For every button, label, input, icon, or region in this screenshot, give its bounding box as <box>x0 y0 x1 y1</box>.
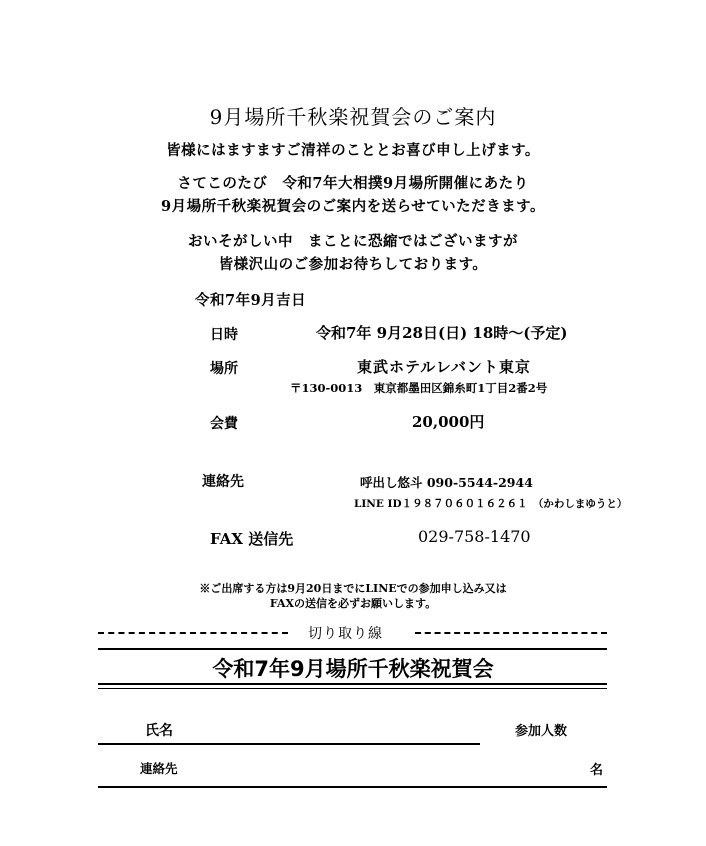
address-text: 〒130-0013 東京都墨田区錦糸町1丁目2番2号 <box>290 381 548 395</box>
place-value: 東武ホテルレバント東京 <box>357 358 531 376</box>
cutline-dashes-right <box>415 632 607 634</box>
form-top-rule <box>98 648 607 650</box>
contact-value: 呼出し悠斗 090-5544-2944 <box>360 475 533 490</box>
form-title-rule-1 <box>98 683 607 685</box>
fee-label: 会費 <box>210 416 238 432</box>
note-line-2: FAXの送信を必ずお願いします。 <box>269 597 437 610</box>
intro-line-2: 9月場所千秋楽祝賀会のご案内を送らせていただきます。 <box>161 198 545 215</box>
line-id-text: LINE ID１９８７０６０１６２６１ （かわしまゆうと） <box>354 498 628 510</box>
contact-label: 連絡先 <box>202 474 244 490</box>
greeting-text: 皆様にはますますご清祥のこととお喜び申し上げます。 <box>166 142 540 159</box>
contact-entry-label: 連絡先 <box>140 761 178 776</box>
name-entry-line[interactable] <box>98 743 480 745</box>
cutline-dashes-left <box>98 632 288 634</box>
closing-line-1: おいそがしい中 まことに恐縮ではございますが <box>188 233 518 250</box>
datetime-label: 日時 <box>210 327 238 343</box>
fee-value: 20,000円 <box>412 413 485 431</box>
name-label: 氏名 <box>145 723 173 739</box>
place-label: 場所 <box>210 361 238 377</box>
contact-entry-line[interactable] <box>98 786 607 788</box>
fax-value: 029-758-1470 <box>418 527 531 546</box>
attendees-label: 参加人数 <box>515 724 568 739</box>
closing-line-2: 皆様沢山のご参加お待ちしております。 <box>218 256 488 273</box>
fax-label: FAX 送信先 <box>210 530 294 548</box>
datetime-value: 令和7年 9月28日(日) 18時～(予定) <box>316 324 568 342</box>
note-line-1: ※ご出席する方は9月20日までにLINEでの参加申し込み又は <box>199 582 507 595</box>
attendee-unit-label: 名 <box>590 763 604 778</box>
form-title-rule-2 <box>98 688 607 689</box>
page-title: 9月場所千秋楽祝賀会のご案内 <box>209 105 497 129</box>
form-title: 令和7年9月場所千秋楽祝賀会 <box>212 657 494 681</box>
issue-date: 令和7年9月吉日 <box>195 292 307 309</box>
intro-line-1: さてこのたび 令和7年大相撲9月場所開催にあたり <box>177 175 529 192</box>
cutline-label: 切り取り線 <box>308 626 383 642</box>
